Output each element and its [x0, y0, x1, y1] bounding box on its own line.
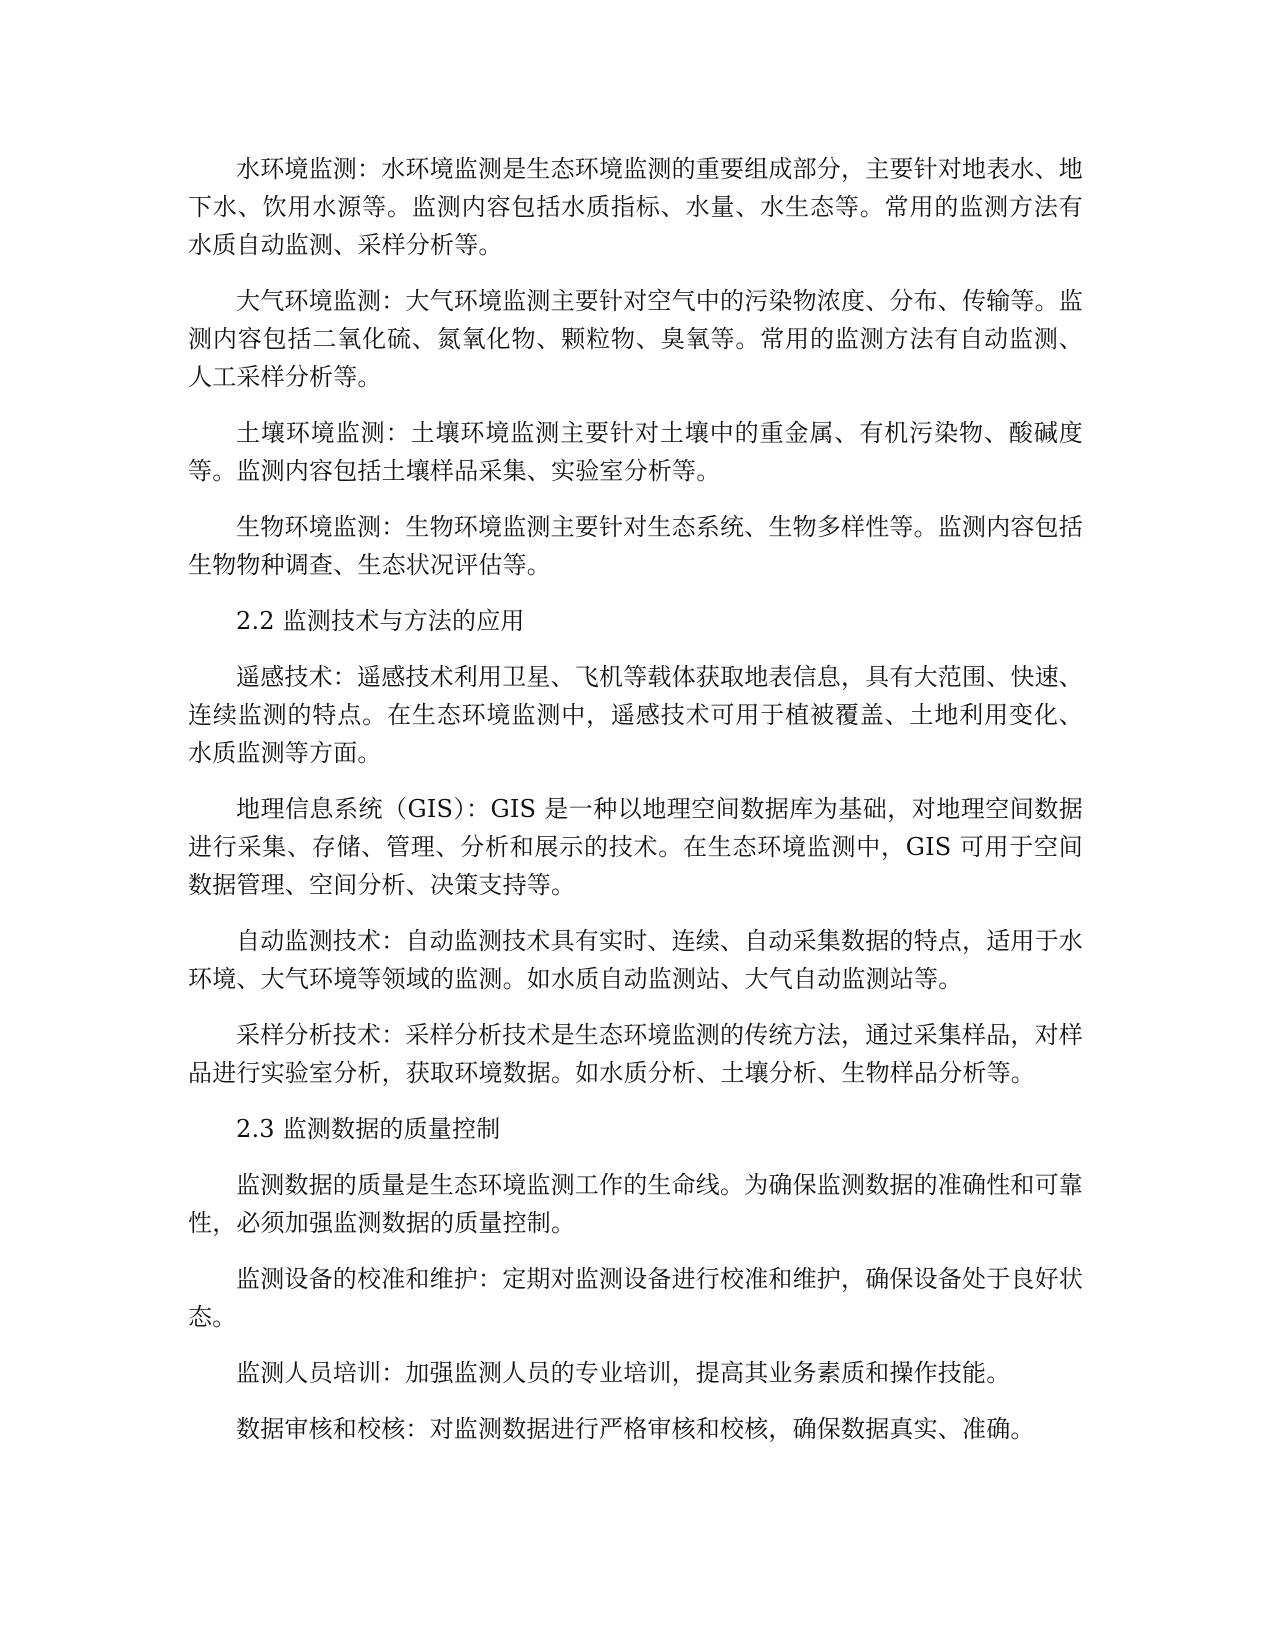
section-heading-2-3: 2.3 监测数据的质量控制 — [236, 1115, 501, 1143]
paragraph-soil-monitoring: 土壤环境监测：土壤环境监测主要针对土壤中的重金属、有机污染物、酸碱度等。监测内容包括土壤样品采集、实验室分析等。 — [188, 419, 1083, 485]
paragraph-water-monitoring: 水环境监测：水环境监测是生态环境监测的重要组成部分，主要针对地表水、地下水、饮用水源等。监测内容包括水质指标、水量、水生态等。常用的监测方法有水质自动监测、采样分析等。 — [188, 155, 1083, 259]
section-heading-2-2: 2.2 监测技术与方法的应用 — [236, 607, 525, 635]
paragraph-equipment-calibration: 监测设备的校准和维护：定期对监测设备进行校准和维护，确保设备处于良好状态。 — [188, 1265, 1083, 1331]
document-body — [188, 150, 1083, 1466]
paragraph-data-quality-intro: 监测数据的质量是生态环境监测工作的生命线。为确保监测数据的准确性和可靠性，必须加强监测数据的质量控制。 — [188, 1171, 1083, 1237]
paragraph-data-review: 数据审核和校核：对监测数据进行严格审核和校核，确保数据真实、准确。 — [236, 1415, 1035, 1443]
paragraph-air-monitoring: 大气环境监测：大气环境监测主要针对空气中的污染物浓度、分布、传输等。监测内容包括二氧化硫、氮氧化物、颗粒物、臭氧等。常用的监测方法有自动监测、人工采样分析等。 — [188, 287, 1083, 391]
paragraph-automatic-monitoring: 自动监测技术：自动监测技术具有实时、连续、自动采集数据的特点，适用于水环境、大气环境等领域的监测。如水质自动监测站、大气自动监测站等。 — [188, 927, 1083, 993]
paragraph-remote-sensing: 遥感技术：遥感技术利用卫星、飞机等载体获取地表信息，具有大范围、快速、连续监测的特点。在生态环境监测中，遥感技术可用于植被覆盖、土地利用变化、水质监测等方面。 — [188, 663, 1083, 767]
paragraph-personnel-training: 监测人员培训：加强监测人员的专业培训，提高其业务素质和操作技能。 — [236, 1359, 1011, 1387]
paragraph-gis: 地理信息系统（GIS）：GIS 是一种以地理空间数据库为基础，对地理空间数据进行采集、存储、管理、分析和展示的技术。在生态环境监测中，GIS 可用于空间数据管理、空间分析、决策支持等。 — [188, 795, 1083, 899]
paragraph-biological-monitoring: 生物环境监测：生物环境监测主要针对生态系统、生物多样性等。监测内容包括生物物种调查、生态状况评估等。 — [188, 513, 1083, 579]
paragraph-sampling-analysis: 采样分析技术：采样分析技术是生态环境监测的传统方法，通过采集样品，对样品进行实验室分析，获取环境数据。如水质分析、土壤分析、生物样品分析等。 — [188, 1021, 1083, 1087]
